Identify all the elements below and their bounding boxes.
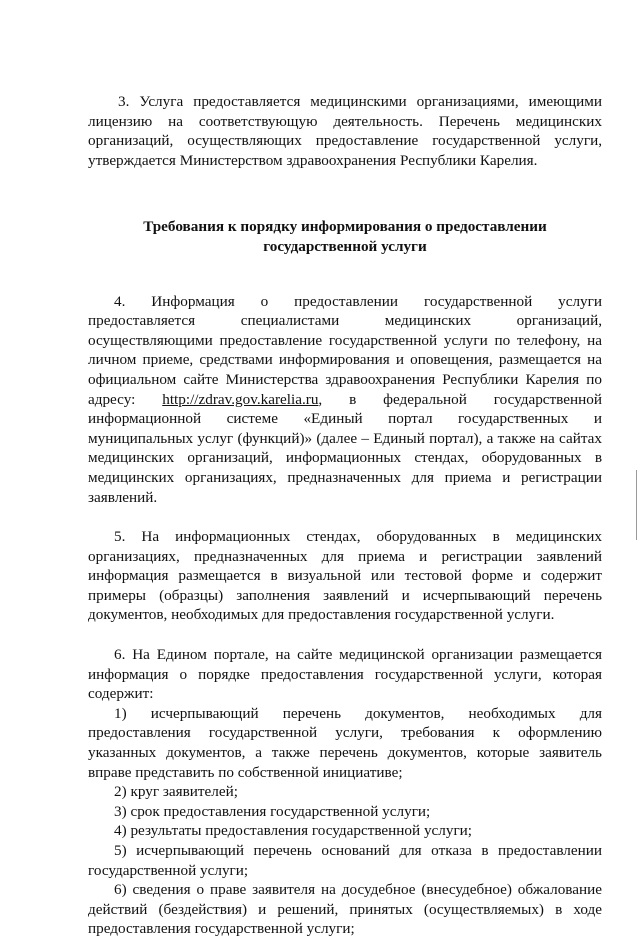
list-item: 4) результаты предоставления государственной услуги; bbox=[114, 822, 473, 840]
paragraph-5: 5. На информационных стендах, оборудованных в медицинских организациях, предназначенных для приема и регистрации заявлений информация размещается в визуальной или тестовой форме и содержит примеры (образцы) заполнения заявлений и исчерпывающий перечень документов, необходимых для предоставления государственной услуги. bbox=[88, 528, 602, 624]
paragraph-4 bbox=[88, 292, 602, 508]
heading-line-1: Требования к порядку информирования о предоставлении bbox=[143, 218, 547, 236]
ministry-website-link[interactable]: http://zdrav.gov.karelia.ru bbox=[162, 390, 319, 408]
paragraph-3: 3. Услуга предоставляется медицинскими организациями, имеющими лицензию на соответствующую деятельность. Перечень медицинских организаций, осуществляющих предоставление государственной услуги, утверждается Министерством здравоохранения Республики Карелия. bbox=[88, 93, 602, 169]
section-heading bbox=[88, 217, 602, 256]
list-item: 1) исчерпывающий перечень документов, необходимых для предоставления государственной услуги, требования к оформлению указанных документов, а также перечень документов, которые заявитель вправе представить по собственной инициативе; bbox=[88, 704, 602, 781]
info-list bbox=[88, 704, 602, 939]
list-item: 3) срок предоставления государственной услуги; bbox=[114, 802, 431, 820]
paragraph-6: 6. На Едином портале, на сайте медицинской организации размещается информация о порядке предоставления государственной услуги, которая содержит: bbox=[88, 646, 602, 703]
list-item: 6) сведения о праве заявителя на досудебное (внесудебное) обжалование действий (бездействия) и решений, принятых (осуществляемых) в ходе предоставления государственной услуги; bbox=[88, 881, 602, 938]
list-item: 2) круг заявителей; bbox=[114, 783, 238, 801]
scan-edge-mark bbox=[636, 470, 637, 540]
paragraph-4-text-b: , в федеральной государственной информационной системе «Единый портал государственных и муниципальных услуг (функций)» (далее – Единый портал), а также на сайтах медицинских организаций, информационных стендах, оборудованных в медицинских организациях, предназначенных для приема и регистрации заявлений. bbox=[88, 390, 602, 506]
paragraph-4-text-a: 4. Информация о предоставлении государственной услуги предоставляется специалистами медицинских организаций, осуществляющими предоставление государственной услуги по телефону, на личном приеме, средствами информирования и оповещения, размещается на официальном сайте Министерства здравоохранения Республики Карелия по адресу: bbox=[88, 292, 602, 408]
list-item: 5) исчерпывающий перечень оснований для отказа в предоставлении государственной услуги; bbox=[88, 842, 602, 879]
heading-line-2: государственной услуги bbox=[263, 237, 427, 255]
